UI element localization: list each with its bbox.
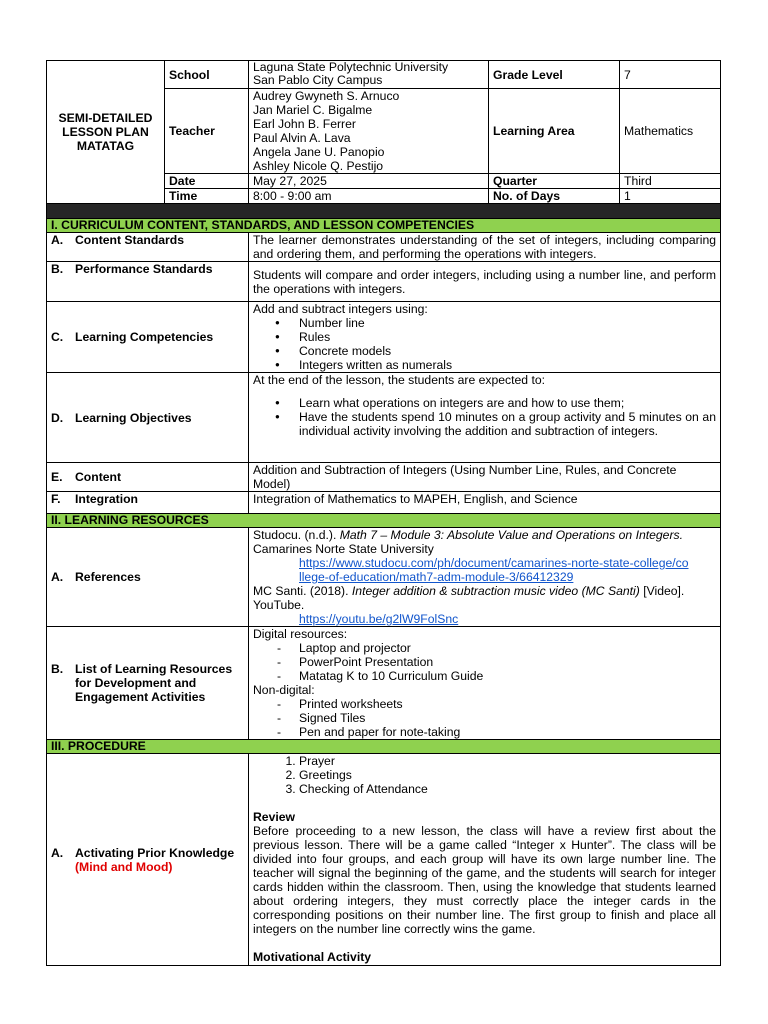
list-item: ● Have the students spend 10 minutes on a group activity and 5 minutes on an individual activity involving the addition and subtraction of integers. xyxy=(299,410,716,438)
performance-standards-label xyxy=(47,262,249,302)
list-item: ● Rules xyxy=(299,330,716,344)
list-item: ● Number line xyxy=(299,316,716,330)
quarter-label: Quarter xyxy=(489,174,620,189)
grade-level-value: 7 xyxy=(620,61,721,89)
time-value: 8:00 - 9:00 am xyxy=(249,189,489,204)
references-text xyxy=(249,528,721,627)
review-text: Before proceeding to a new lesson, the class will have a review first about the previous lesson. There will be a game called “Integer x Hunter”. The class will be divided into four groups, and each group will have its own large number line. The teacher will signal the beginning of the game, and the students will search for integer cards hidden within the classroom. Then, using the knowledge that students learned about ordering integers, they must correctly place the integer cards in the corresponding positions on their number line. The first group to finish and place all integers on the number line correctly wins the game. xyxy=(253,824,716,936)
list-item: ● Learn what operations on integers are and how to use them; xyxy=(299,396,716,410)
learning-competencies-text xyxy=(249,302,721,373)
lesson-plan-table xyxy=(46,60,721,966)
teacher-name: Ashley Nicole Q. Pestijo xyxy=(253,159,384,173)
content-standards-text: The learner demonstrates understanding of the set of integers, including comparing and ordering them, and performing the operations with integers. xyxy=(249,233,721,262)
item-letter: A. xyxy=(51,570,64,584)
item-letter: F. xyxy=(51,492,61,506)
reference-title: Math 7 – Module 3: Absolute Value and Operations on Integers. xyxy=(339,528,683,542)
list-item: - Pen and paper for note-taking xyxy=(299,725,716,739)
learning-competencies-label xyxy=(47,302,249,373)
reference-author: Studocu. (n.d.). xyxy=(253,528,340,542)
list-item: - PowerPoint Presentation xyxy=(299,655,716,669)
activating-knowledge-text xyxy=(249,754,721,966)
school-label: School xyxy=(165,61,249,89)
review-heading: Review xyxy=(253,810,296,824)
learning-objectives-label xyxy=(47,373,249,463)
dark-divider xyxy=(47,204,721,219)
item-letter: D. xyxy=(51,410,64,425)
list-item: 1. Prayer xyxy=(299,754,716,768)
item-label: Content xyxy=(75,470,122,484)
plan-title-line: MATATAG xyxy=(76,139,135,153)
school-value xyxy=(249,61,489,89)
item-label: Performance Standards xyxy=(75,262,213,276)
item-letter: B. xyxy=(51,662,64,676)
digital-resources-list xyxy=(253,641,716,683)
teacher-name: Jan Mariel C. Bigalme xyxy=(253,103,373,117)
reference-url[interactable]: https://youtu.be/g2lW9FolSnc xyxy=(299,612,459,626)
item-label: Content Standards xyxy=(75,233,185,247)
item-label: Integration xyxy=(75,492,138,506)
list-item: 2. Greetings xyxy=(299,768,716,782)
item-label: Activating Prior Knowledge xyxy=(75,845,235,860)
digital-resources-label: Digital resources: xyxy=(253,627,348,641)
content-label xyxy=(47,463,249,492)
grade-level-label: Grade Level xyxy=(489,61,620,89)
teacher-label: Teacher xyxy=(165,89,249,174)
section-heading-resources: II. LEARNING RESOURCES xyxy=(47,514,721,528)
reference-url[interactable]: llege-of-education/math7-adm-module-3/66412329 xyxy=(299,570,574,584)
teacher-name: Angela Jane U. Panopio xyxy=(253,145,385,159)
content-standards-label xyxy=(47,233,249,262)
item-label: Learning Objectives xyxy=(75,410,192,425)
quarter-value: Third xyxy=(620,174,721,189)
list-item: ● Integers written as numerals xyxy=(299,358,716,372)
plan-title-line: SEMI-DETAILED xyxy=(58,111,153,125)
reference-2 xyxy=(253,584,716,598)
item-letter: E. xyxy=(51,470,63,484)
days-value: 1 xyxy=(620,189,721,204)
list-item: - Laptop and projector xyxy=(299,641,716,655)
resources-list-label xyxy=(47,627,249,740)
reference-publisher: Camarines Norte State University xyxy=(253,542,434,556)
learning-objectives-text xyxy=(249,373,721,463)
nondigital-resources-list xyxy=(253,697,716,739)
learning-area-label: Learning Area xyxy=(489,89,620,174)
nondigital-resources-label: Non-digital: xyxy=(253,683,315,697)
item-label: References xyxy=(75,570,141,584)
resources-list-text xyxy=(249,627,721,740)
competencies-list xyxy=(253,316,716,372)
activating-knowledge-label xyxy=(47,754,249,966)
item-letter: A. xyxy=(51,233,64,247)
reference-publisher: YouTube. xyxy=(253,598,305,612)
objectives-list xyxy=(253,396,716,438)
reference-url[interactable]: https://www.studocu.com/ph/document/camarines-norte-state-college/co xyxy=(299,556,689,570)
item-label: Learning Competencies xyxy=(75,330,214,344)
school-name: Laguna State Polytechnic University xyxy=(253,60,449,74)
references-label xyxy=(47,528,249,627)
learning-area-value: Mathematics xyxy=(620,89,721,174)
integration-label xyxy=(47,492,249,514)
item-label: List of Learning Resources for Development and Engagement Activities xyxy=(75,662,233,704)
objectives-intro: At the end of the lesson, the students are expected to: xyxy=(253,373,546,387)
section-heading-procedure: III. PROCEDURE xyxy=(47,740,721,754)
mind-and-mood-tag: (Mind and Mood) xyxy=(75,859,173,874)
motivational-heading: Motivational Activity xyxy=(253,950,372,964)
school-campus: San Pablo City Campus xyxy=(253,73,383,87)
reference-1-link[interactable] xyxy=(253,556,716,584)
teacher-name: Audrey Gwyneth S. Arnuco xyxy=(253,89,400,103)
content-text: Addition and Subtraction of Integers (Using Number Line, Rules, and Concrete Model) xyxy=(249,463,721,492)
section-heading-curriculum: I. CURRICULUM CONTENT, STANDARDS, AND LESSON COMPETENCIES xyxy=(47,219,721,233)
plan-title-line: LESSON PLAN xyxy=(62,125,149,139)
reference-author: MC Santi. (2018). xyxy=(253,584,352,598)
time-label: Time xyxy=(165,189,249,204)
date-value: May 27, 2025 xyxy=(249,174,489,189)
teacher-name: Earl John B. Ferrer xyxy=(253,117,356,131)
plan-title xyxy=(47,61,165,204)
list-item: - Matatag K to 10 Curriculum Guide xyxy=(299,669,716,683)
performance-standards-text: Students will compare and order integers, including using a number line, and perform the operations with integers. xyxy=(249,262,721,302)
reference-title: Integer addition & subtraction music video (MC Santi) xyxy=(351,584,640,598)
item-letter: B. xyxy=(51,262,64,276)
teacher-list xyxy=(249,89,489,174)
item-letter: C. xyxy=(51,330,64,344)
teacher-name: Paul Alvin A. Lava xyxy=(253,131,351,145)
date-label: Date xyxy=(165,174,249,189)
reference-type: [Video]. xyxy=(639,584,685,598)
competencies-intro: Add and subtract integers using: xyxy=(253,302,428,316)
opening-steps xyxy=(253,754,716,796)
list-item: ● Concrete models xyxy=(299,344,716,358)
days-label: No. of Days xyxy=(489,189,620,204)
list-item: 3. Checking of Attendance xyxy=(299,782,716,796)
integration-text: Integration of Mathematics to MAPEH, English, and Science xyxy=(249,492,721,514)
list-item: - Signed Tiles xyxy=(299,711,716,725)
item-letter: A. xyxy=(51,845,64,860)
reference-1 xyxy=(253,528,716,542)
list-item: - Printed worksheets xyxy=(299,697,716,711)
